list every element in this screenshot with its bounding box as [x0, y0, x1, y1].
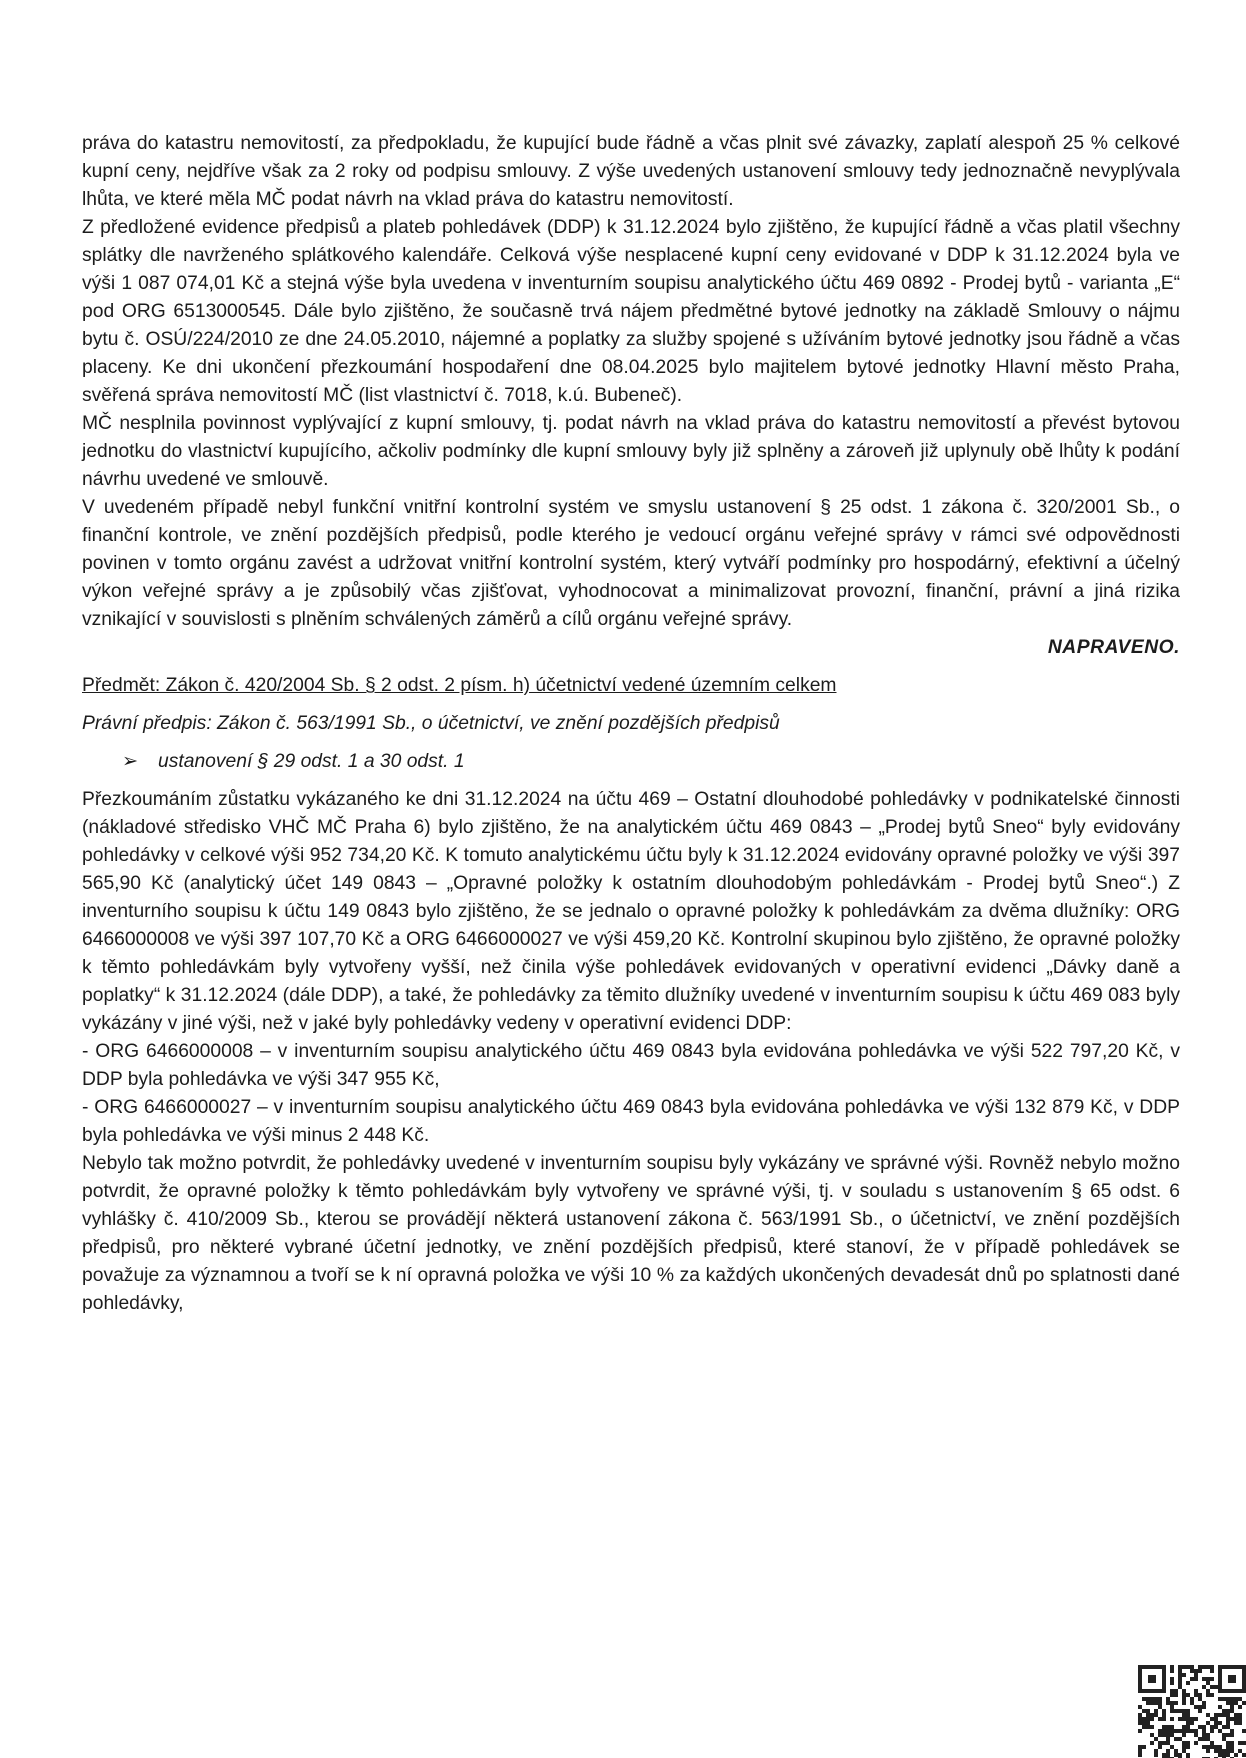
section-subject: Předmět: Zákon č. 420/2004 Sb. § 2 odst. 2 písm. h) účetnictví vedené územním celkem: [82, 675, 837, 696]
provision-item: [82, 748, 1180, 776]
status-remedied: NAPRAVENO.: [1047, 637, 1180, 658]
document-page: [82, 130, 1180, 1318]
qr-code-image: [1138, 1665, 1246, 1758]
qr-code-graphic: [1138, 1665, 1246, 1758]
paragraph-account-469-review: Přezkoumáním zůstatku vykázaného ke dni 31.12.2024 na účtu 469 – Ostatní dlouhodobé pohledávky v podnikatelské činnosti (nákladové středisko VHČ MČ Praha 6) bylo zjištěno, že na analytickém účtu 469 0843 – „Prodej bytů Sneo“ byly evidovány pohledávky v celkové výši 952 734,20 Kč. K tomuto analytickému účtu byly k 31.12.2024 evidovány opravné položky ve výši 397 565,90 Kč (analytický účet 149 0843 – „Opravné položky k ostatním dlouhodobým pohledávkám - Prodej bytů Sneo“.) Z inventurního soupisu k účtu 149 0843 bylo zjištěno, že se jednalo o opravné položky k pohledávkám za dvěma dlužníky: ORG 6466000008 ve výši 397 107,70 Kč a ORG 6466000027 ve výši 459,20 Kč. Kontrolní skupinou bylo zjištěno, že opravné položky k těmto pohledávkám byly vytvořeny vyšší, než činila výše pohledávek evidovaných v operativní evidenci „Dávky daně a poplatky“ k 31.12.2024 (dále DDP), a také, že pohledávky za těmito dlužníky uvedené v inventurním soupisu k účtu 469 083 byly vykázány v jiné výši, než v jaké byly pohledávky vedeny v operativní evidenci DDP:: [82, 789, 1180, 1034]
provision-text: ustanovení § 29 odst. 1 a 30 odst. 1: [158, 751, 465, 772]
paragraph-internal-control: V uvedeném případě nebyl funkční vnitřní kontrolní systém ve smyslu ustanovení § 25 odst. 1 zákona č. 320/2001 Sb., o finanční kontrole, ve znění pozdějších předpisů, podle kterého je vedoucí orgánu veřejné správy v rámci své odpovědnosti povinen v tomto orgánu zavést a udržovat vnitřní kontrolní systém, který vytváří podmínky pro hospodárný, efektivní a účelný výkon veřejné správy a je způsobilý včas zjišťovat, vyhodnocovat a minimalizovat provozní, finanční, právní a jiná rizika vznikající v souvislosti s plněním schválených záměrů a cílů orgánu veřejné správy.: [82, 497, 1180, 630]
paragraph-ddp-evidence: Z předložené evidence předpisů a plateb pohledávek (DDP) k 31.12.2024 bylo zjištěno, že kupující řádně a včas platil všechny splátky dle navrženého splátkového kalendáře. Celková výše nesplacené kupní ceny evidované v DDP k 31.12.2024 byla ve výši 1 087 074,01 Kč a stejná výše byla uvedena v inventurním soupisu analytického účtu 469 0892 - Prodej bytů - varianta „E“ pod ORG 6513000545. Dále bylo zjištěno, že současně trvá nájem předmětné bytové jednotky na základě Smlouvy o nájmu bytu č. OSÚ/224/2010 ze dne 24.05.2010, nájemné a poplatky za služby spojené s užíváním bytové jednotky jsou řádně a včas placeny. Ke dni ukončení přezkoumání hospodaření dne 08.04.2025 bylo majitelem bytové jednotky Hlavní město Praha, svěřená správa nemovitostí MČ (list vlastnictví č. 7018, k.ú. Bubeneč).: [82, 217, 1180, 406]
list-item-org-6466000027: - ORG 6466000027 – v inventurním soupisu analytického účtu 469 0843 byla evidována pohledávka ve výši 132 879 Kč, v DDP byla pohledávka ve výši minus 2 448 Kč.: [82, 1097, 1180, 1146]
legal-basis: Právní předpis: Zákon č. 563/1991 Sb., o účetnictví, ve znění pozdějších předpisů: [82, 713, 780, 734]
paragraph-conclusion: Nebylo tak možno potvrdit, že pohledávky uvedené v inventurním soupisu byly vykázány ve správné výši. Rovněž nebylo možno potvrdit, že opravné položky k těmto pohledávkám byly vytvořeny ve správné výši, tj. v souladu s ustanovením § 65 odst. 6 vyhlášky č. 410/2009 Sb., kterou se provádějí některá ustanovení zákona č. 563/1991 Sb., o účetnictví, ve znění pozdějších předpisů, pro některé vybrané účetní jednotky, ve znění pozdějších předpisů, které stanoví, že v případě pohledávek se považuje za významnou a tvoří se k ní opravná položka ve výši 10 % za každých ukončených devadesát dnů po splatnosti dané pohledávky,: [82, 1153, 1180, 1314]
list-item-org-6466000008: - ORG 6466000008 – v inventurním soupisu analytického účtu 469 0843 byla evidována pohledávka ve výši 522 797,20 Kč, v DDP byla pohledávka ve výši 347 955 Kč,: [82, 1041, 1180, 1090]
paragraph-obligation-unfulfilled: MČ nesplnila povinnost vyplývající z kupní smlouvy, tj. podat návrh na vklad práva do katastru nemovitostí a převést bytovou jednotku do vlastnictví kupujícího, ačkoliv podmínky dle kupní smlouvy byly již splněny a zároveň již uplynuly obě lhůty k podání návrhu uvedené ve smlouvě.: [82, 413, 1180, 490]
arrow-bullet-icon: ➢: [122, 751, 139, 772]
paragraph-cadastre-terms: práva do katastru nemovitostí, za předpokladu, že kupující bude řádně a včas plnit své závazky, zaplatí alespoň 25 % celkové kupní ceny, nejdříve však za 2 roky od podpisu smlouvy. Z výše uvedených ustanovení smlouvy tedy jednoznačně nevyplývala lhůta, ve které měla MČ podat návrh na vklad práva do katastru nemovitostí.: [82, 133, 1180, 210]
